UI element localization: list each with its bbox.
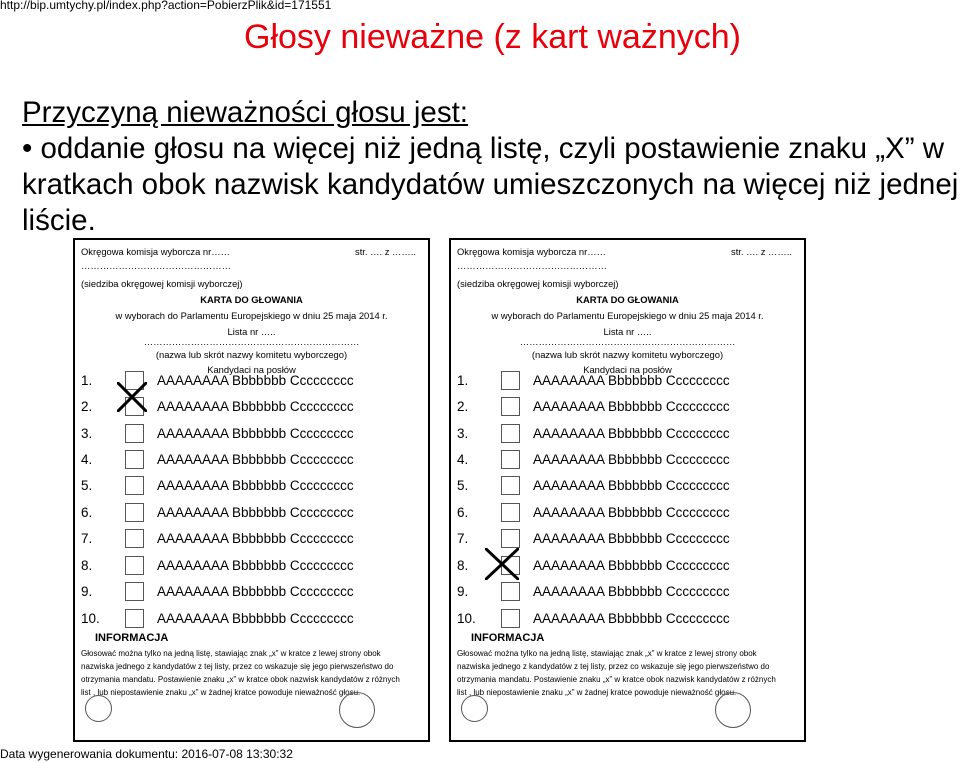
row-number: 2. <box>457 399 469 414</box>
vote-checkbox[interactable] <box>501 503 520 522</box>
row-number: 8. <box>81 558 93 573</box>
vote-checkbox[interactable] <box>501 582 520 601</box>
body-text <box>22 95 960 239</box>
candidate-name: AAAAAAAA Bbbbbbb Ccccccccc <box>157 505 354 520</box>
candidate-name: AAAAAAAA Bbbbbbb Ccccccccc <box>157 452 354 467</box>
stamp-circle-left <box>85 695 112 722</box>
row-number: 7. <box>457 531 469 546</box>
vote-checkbox[interactable] <box>501 476 520 495</box>
vote-checkbox[interactable] <box>125 556 144 575</box>
vote-checkbox[interactable] <box>125 503 144 522</box>
dots-line-2: …………………………………………………………… <box>519 336 736 347</box>
stamp-circle-right <box>715 692 751 728</box>
ballot-left <box>73 238 430 742</box>
row-number: 4. <box>457 452 469 467</box>
ballot-heading: KARTA DO GŁOWANIA <box>200 294 303 305</box>
row-number: 2. <box>81 399 93 414</box>
vote-checkbox[interactable] <box>501 609 520 628</box>
row-number: 9. <box>457 584 469 599</box>
source-url: http://bip.umtychy.pl/index.php?action=PobierzPlik&id=171551 <box>0 0 332 12</box>
row-number: 5. <box>457 478 469 493</box>
candidate-name: AAAAAAAA Bbbbbbb Ccccccccc <box>533 584 730 599</box>
info-heading: INFORMACJA <box>95 632 169 644</box>
candidate-name: AAAAAAAA Bbbbbbb Ccccccccc <box>533 452 730 467</box>
candidates-label: Kandydaci na posłów <box>583 364 672 375</box>
vote-checkbox[interactable] <box>125 450 144 469</box>
vote-checkbox[interactable] <box>501 529 520 548</box>
x-mark-icon <box>485 548 519 580</box>
x-mark-icon <box>117 382 147 412</box>
candidate-name: AAAAAAAA Bbbbbbb Ccccccccc <box>157 478 354 493</box>
row-number: 6. <box>81 505 93 520</box>
candidate-name: AAAAAAAA Bbbbbbb Ccccccccc <box>533 426 730 441</box>
page-title: Głosy nieważne (z kart ważnych) <box>244 18 741 56</box>
row-number: 10. <box>457 611 476 626</box>
seat-label: (siedziba okręgowej komisji wyborczej) <box>81 278 243 289</box>
candidate-name: AAAAAAAA Bbbbbbb Ccccccccc <box>157 584 354 599</box>
vote-checkbox[interactable] <box>125 529 144 548</box>
vote-checkbox[interactable] <box>501 424 520 443</box>
reason-text: • oddanie głosu na więcej niż jedną listę, czyli postawienie znaku „X” w kratkach obok nazwisk kandydatów umieszczonych na więcej niż jednej liście. <box>22 132 959 237</box>
candidate-name: AAAAAAAA Bbbbbbb Ccccccccc <box>157 558 354 573</box>
committee-label: (nazwa lub skrót nazwy komitetu wyborczego) <box>155 349 348 360</box>
reason-label: Przyczyną nieważności głosu jest: <box>22 96 468 129</box>
candidate-name: AAAAAAAA Bbbbbbb Ccccccccc <box>533 611 730 626</box>
row-number: 6. <box>457 505 469 520</box>
row-number: 1. <box>457 373 469 388</box>
info-text: Głosować można tylko na jedną listę, stawiając znak „x” w kratce z lewej strony obok nazwiska jednego z kandydatów z tej listy, przez co wskazuje się jego pierwszeństwo do otrzymania mandatu. Postawienie znaku „x” w kratce obok nazwisk kandydatów z różnych list , lub niepostawienie znaku „x” w żadnej kratce powoduje nieważność głosu. <box>457 649 776 697</box>
row-number: 3. <box>81 426 93 441</box>
candidate-name: AAAAAAAA Bbbbbbb Ccccccccc <box>533 373 730 388</box>
row-number: 3. <box>457 426 469 441</box>
dots-line: ………………………………………… <box>457 260 607 271</box>
info-heading: INFORMACJA <box>471 632 545 644</box>
generation-date: Data wygenerowania dokumentu: 2016-07-08 13:30:32 <box>0 747 293 761</box>
vote-checkbox[interactable] <box>501 450 520 469</box>
candidates-label: Kandydaci na posłów <box>207 364 296 375</box>
list-label: Lista nr ….. <box>227 326 276 337</box>
dots-line: ………………………………………… <box>81 260 231 271</box>
page-label: str. …. z …….. <box>731 246 792 257</box>
vote-checkbox[interactable] <box>125 609 144 628</box>
row-number: 4. <box>81 452 93 467</box>
ballot-heading: KARTA DO GŁOWANIA <box>576 294 679 305</box>
row-number: 10. <box>81 611 100 626</box>
list-label: Lista nr ….. <box>603 326 652 337</box>
vote-checkbox[interactable] <box>125 582 144 601</box>
election-label: w wyborach do Parlamentu Europejskiego w dniu 25 maja 2014 r. <box>491 310 764 321</box>
commission-label: Okręgowa komisja wyborcza nr…… <box>457 246 607 257</box>
row-number: 8. <box>457 558 469 573</box>
candidate-name: AAAAAAAA Bbbbbbb Ccccccccc <box>157 611 354 626</box>
candidate-name: AAAAAAAA Bbbbbbb Ccccccccc <box>533 399 730 414</box>
candidate-name: AAAAAAAA Bbbbbbb Ccccccccc <box>533 531 730 546</box>
page-label: str. …. z …….. <box>355 246 416 257</box>
row-number: 1. <box>81 373 93 388</box>
candidate-name: AAAAAAAA Bbbbbbb Ccccccccc <box>533 505 730 520</box>
candidate-name: AAAAAAAA Bbbbbbb Ccccccccc <box>157 531 354 546</box>
row-number: 9. <box>81 584 93 599</box>
stamp-circle-right <box>339 692 375 728</box>
vote-checkbox[interactable] <box>125 424 144 443</box>
vote-checkbox[interactable] <box>501 371 520 390</box>
row-number: 7. <box>81 531 93 546</box>
vote-checkbox[interactable] <box>501 397 520 416</box>
ballot-right <box>449 238 806 742</box>
info-text: Głosować można tylko na jedną listę, stawiając znak „x” w kratce z lewej strony obok nazwiska jednego z kandydatów z tej listy, przez co wskazuje się jego pierwszeństwo do otrzymania mandatu. Postawienie znaku „x” w kratce obok nazwisk kandydatów z różnych list , lub niepostawienie znaku „x” w żadnej kratce powoduje nieważność głosu. <box>81 649 400 697</box>
commission-label: Okręgowa komisja wyborcza nr…… <box>81 246 231 257</box>
stamp-circle-left <box>461 695 488 722</box>
seat-label: (siedziba okręgowej komisji wyborczej) <box>457 278 619 289</box>
candidate-name: AAAAAAAA Bbbbbbb Ccccccccc <box>533 558 730 573</box>
candidate-name: AAAAAAAA Bbbbbbb Ccccccccc <box>157 426 354 441</box>
vote-checkbox[interactable] <box>125 476 144 495</box>
election-label: w wyborach do Parlamentu Europejskiego w dniu 25 maja 2014 r. <box>115 310 388 321</box>
committee-label: (nazwa lub skrót nazwy komitetu wyborczego) <box>531 349 724 360</box>
row-number: 5. <box>81 478 93 493</box>
candidate-name: AAAAAAAA Bbbbbbb Ccccccccc <box>157 373 354 388</box>
candidate-name: AAAAAAAA Bbbbbbb Ccccccccc <box>533 478 730 493</box>
candidate-name: AAAAAAAA Bbbbbbb Ccccccccc <box>157 399 354 414</box>
dots-line-2: …………………………………………………………… <box>143 336 360 347</box>
